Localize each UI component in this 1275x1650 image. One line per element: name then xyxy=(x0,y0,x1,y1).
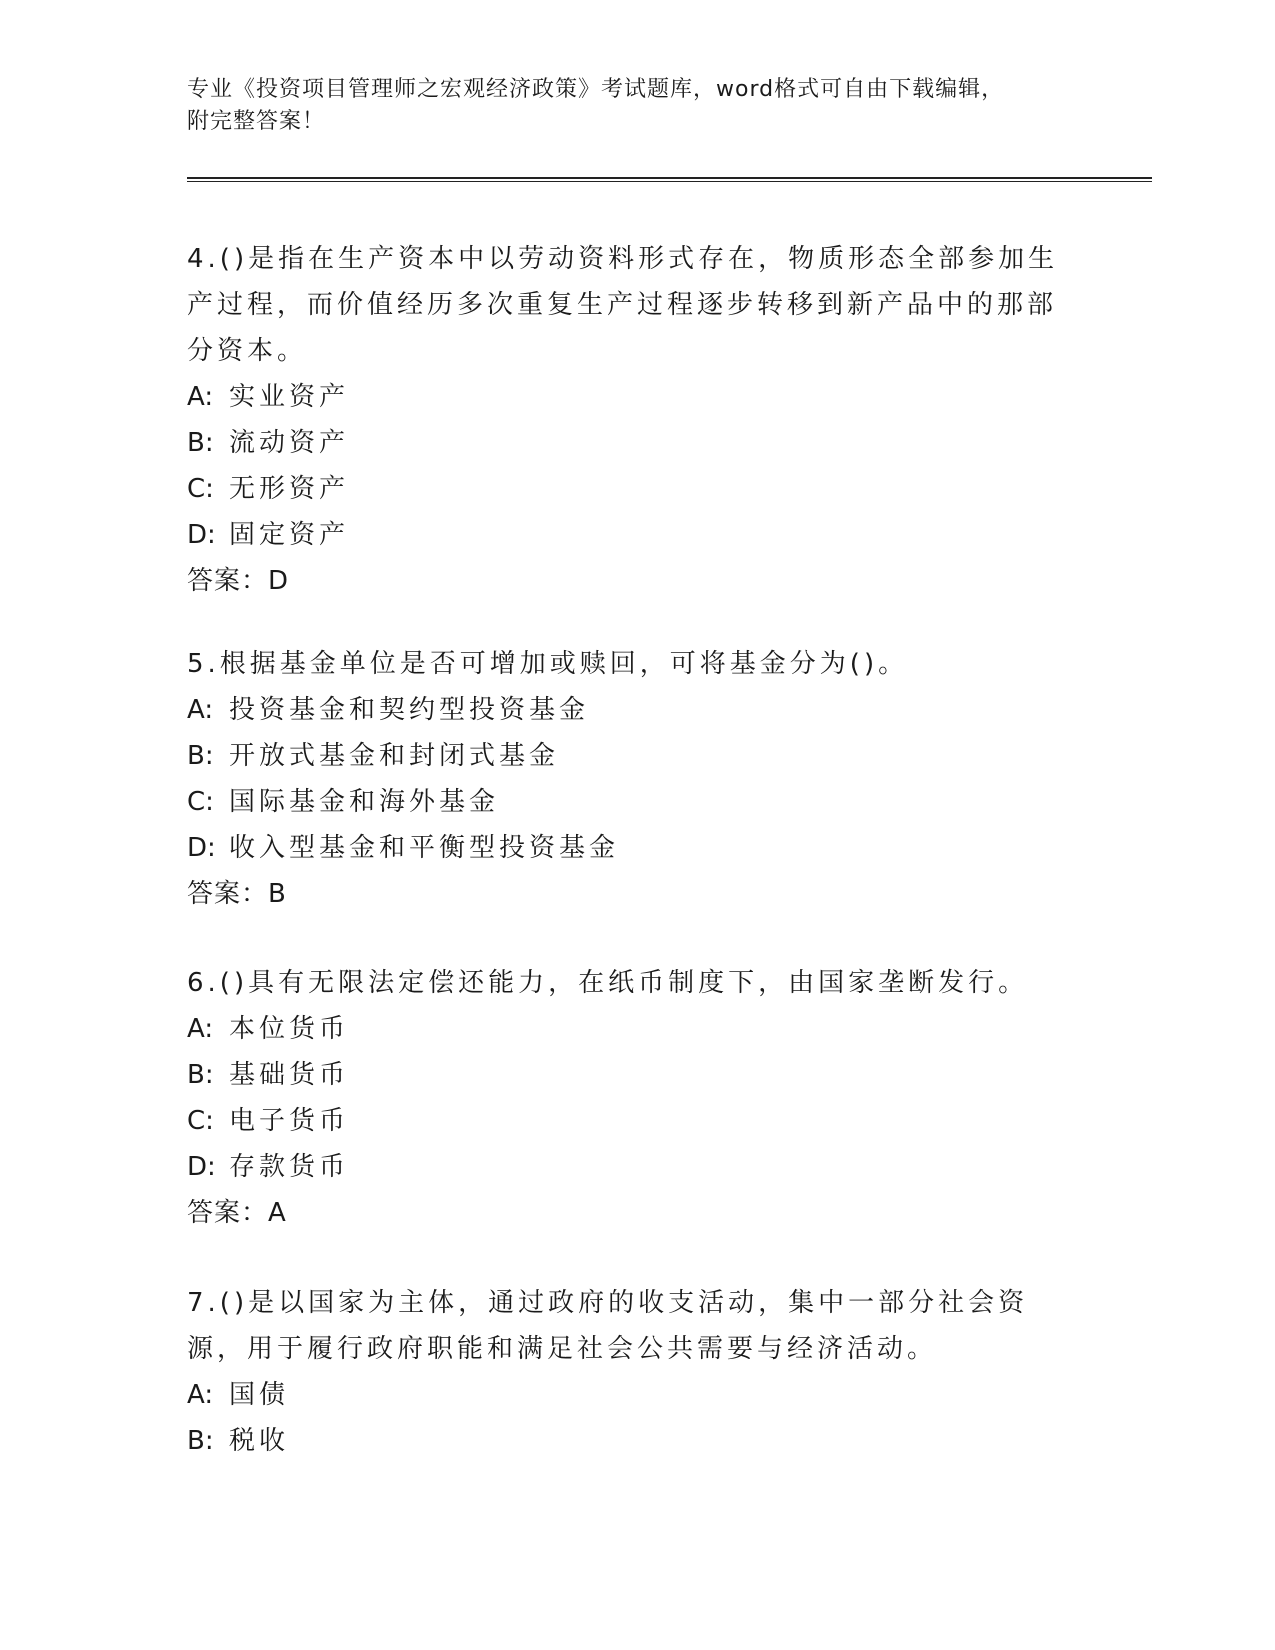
option-text: 税收 xyxy=(229,1426,290,1456)
option-text: 固定资产 xyxy=(229,520,350,550)
option-c xyxy=(187,1098,1067,1144)
option-text: 投资基金和契约型投资基金 xyxy=(229,695,590,725)
option-label: C: xyxy=(187,474,214,504)
option-d xyxy=(187,1144,1067,1190)
option-text: 收入型基金和平衡型投资基金 xyxy=(229,833,620,863)
option-label: A: xyxy=(187,382,214,412)
question-text: 6.()具有无限法定偿还能力，在纸币制度下，由国家垄断发行。 xyxy=(187,968,1029,998)
option-text: 电子货币 xyxy=(229,1106,350,1136)
answer: 答案：A xyxy=(187,1198,287,1228)
question-text: 7.()是以国家为主体，通过政府的收支活动，集中一部分社会资源，用于履行政府职能和满足社会公共需要与经济活动。 xyxy=(187,1288,1029,1364)
option-b xyxy=(187,733,1067,779)
option-d xyxy=(187,512,1067,558)
option-text: 实业资产 xyxy=(229,382,350,412)
header-divider-thin xyxy=(187,181,1152,182)
option-b xyxy=(187,1418,1067,1464)
option-label: A: xyxy=(187,695,214,725)
option-b xyxy=(187,1052,1067,1098)
option-label: C: xyxy=(187,787,214,817)
option-label: A: xyxy=(187,1380,214,1410)
option-text: 开放式基金和封闭式基金 xyxy=(229,741,560,771)
option-a xyxy=(187,687,1067,733)
option-text: 流动资产 xyxy=(229,428,350,458)
question-5 xyxy=(187,641,1067,917)
option-label: B: xyxy=(187,428,214,458)
option-a xyxy=(187,374,1067,420)
option-label: B: xyxy=(187,1426,214,1456)
option-a xyxy=(187,1372,1067,1418)
answer: 答案：B xyxy=(187,879,287,909)
document-header xyxy=(187,74,1087,138)
question-7 xyxy=(187,1280,1067,1464)
option-c xyxy=(187,779,1067,825)
header-line-2: 附完整答案！ xyxy=(187,109,326,134)
option-text: 国债 xyxy=(229,1380,290,1410)
option-text: 本位货币 xyxy=(229,1014,350,1044)
question-4 xyxy=(187,236,1067,604)
option-label: D: xyxy=(187,833,216,863)
option-label: B: xyxy=(187,741,214,771)
option-label: B: xyxy=(187,1060,214,1090)
option-a xyxy=(187,1006,1067,1052)
answer: 答案：D xyxy=(187,566,290,596)
option-text: 无形资产 xyxy=(229,474,350,504)
question-6 xyxy=(187,960,1067,1236)
question-text: 5.根据基金单位是否可增加或赎回，可将基金分为()。 xyxy=(187,649,909,679)
option-label: D: xyxy=(187,1152,216,1182)
header-divider-thick xyxy=(187,177,1152,179)
option-text: 国际基金和海外基金 xyxy=(229,787,500,817)
option-d xyxy=(187,825,1067,871)
option-b xyxy=(187,420,1067,466)
option-text: 存款货币 xyxy=(229,1152,350,1182)
option-label: D: xyxy=(187,520,216,550)
question-text: 4.()是指在生产资本中以劳动资料形式存在，物质形态全部参加生产过程，而价值经历多次重复生产过程逐步转移到新产品中的那部分资本。 xyxy=(187,244,1059,366)
option-label: A: xyxy=(187,1014,214,1044)
option-label: C: xyxy=(187,1106,214,1136)
header-line-1: 专业《投资项目管理师之宏观经济政策》考试题库，word格式可自由下载编辑， xyxy=(187,77,1005,102)
option-c xyxy=(187,466,1067,512)
option-text: 基础货币 xyxy=(229,1060,350,1090)
